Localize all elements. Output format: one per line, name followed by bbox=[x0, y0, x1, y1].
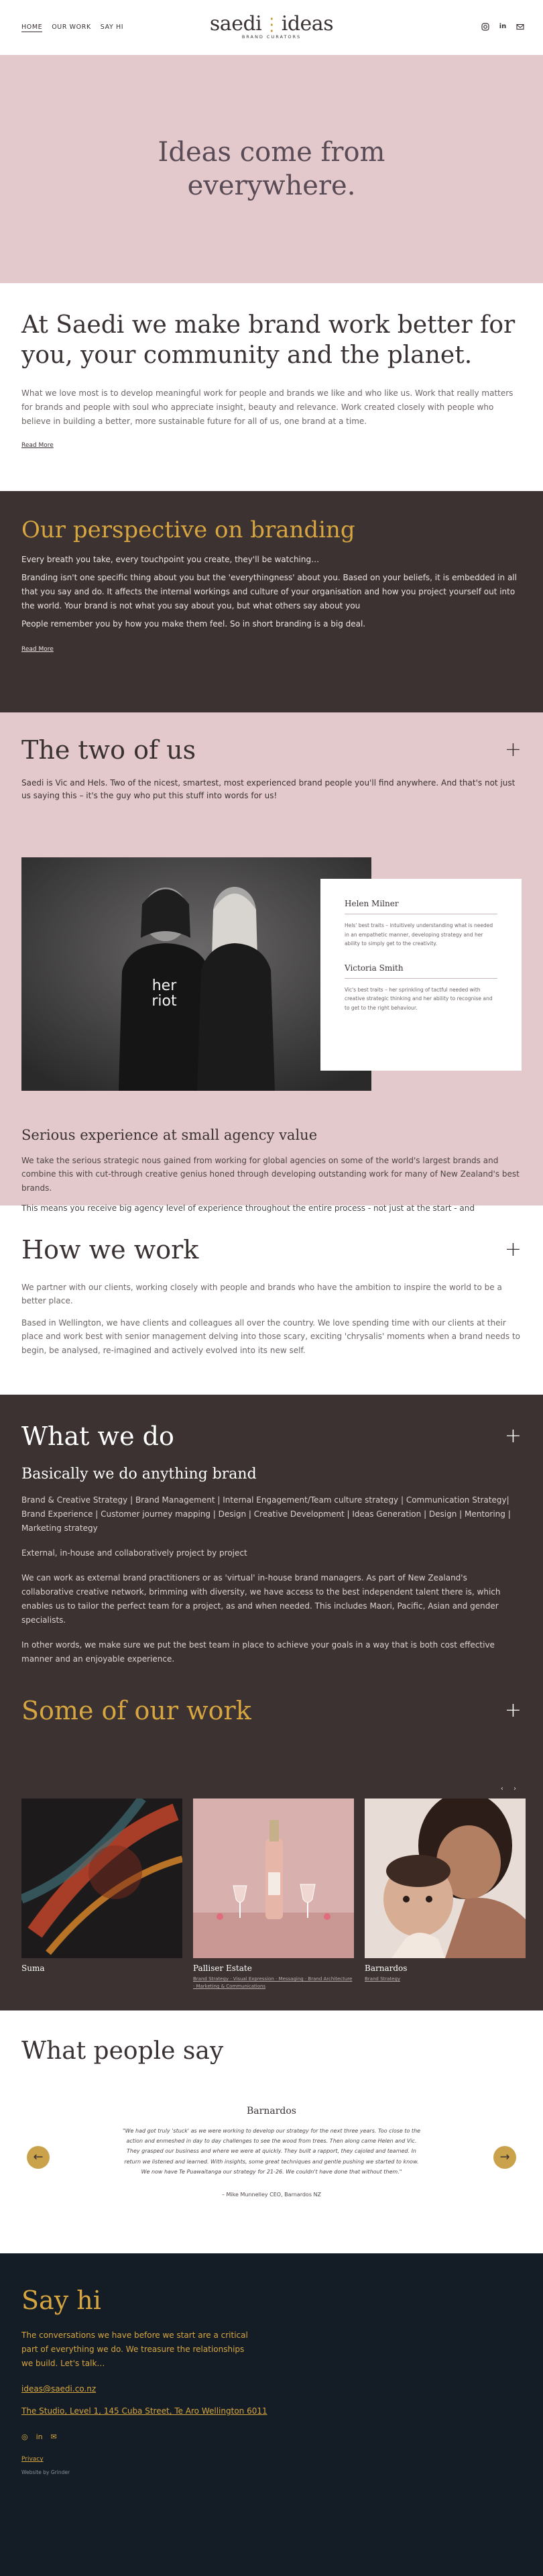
perspective-section bbox=[0, 491, 543, 712]
work-title: Suma bbox=[21, 1964, 45, 1973]
hero-title: Ideas come from everywhere. bbox=[158, 137, 385, 201]
email-icon[interactable]: ✉ bbox=[50, 2432, 57, 2442]
bio-name-helen: Helen Milner bbox=[345, 899, 399, 908]
work-image bbox=[21, 1799, 182, 1958]
collab-paragraph: We can work as external brand practitioners or as 'virtual' in-house brand managers. As part of New Zealand's collaborative creative network, brimming with diversity, we have access to the best independent talent there is, which enables us to tailor the perfect team for a project, as and when needed. This includes Maori, Pacific, Asian and gender specialists. bbox=[21, 1573, 501, 1625]
how-we-work-p1: We partner with our clients, working closely with people and brands who have the ambition to inspire the world to be a better place. bbox=[21, 1283, 502, 1306]
work-tile-suma[interactable] bbox=[21, 1799, 182, 1990]
bio-text-victoria: Vic's best traits – her sprinkling of tactful needed with creative strategic thinking and her ability to recognise and to get to the right behaviour. bbox=[345, 986, 493, 1011]
work-title: Barnardos bbox=[365, 1964, 408, 1973]
hero-section bbox=[0, 55, 543, 283]
logo-separator-icon: ⋮ bbox=[263, 15, 280, 35]
services-list: Brand & Creative Strategy | Brand Management | Internal Engagement/Team culture strategy | Communication Strategy| Brand Experience | Customer journey mapping | Design | Creative Development | Ideas Generation | Design | Mentoring | Marketing strategy bbox=[21, 1495, 511, 1533]
founders-bio-card bbox=[320, 879, 522, 1071]
perspective-summary: People remember you by how you make them feel. So in short branding is a big deal. bbox=[21, 619, 366, 629]
how-we-work-section bbox=[0, 1205, 543, 1395]
instagram-icon[interactable]: ◎ bbox=[21, 2432, 28, 2442]
two-of-us-section bbox=[0, 712, 543, 1214]
what-we-do-subheading: Basically we do anything brand bbox=[21, 1466, 257, 1483]
site-credit[interactable]: Website by Grinder bbox=[21, 2469, 70, 2476]
words-paragraph: In other words, we make sure we put the best team in place to achieve your goals in a way that is both cost effective manner and an enjoyable experience. bbox=[21, 1640, 495, 1664]
instagram-icon[interactable] bbox=[481, 23, 489, 31]
email-icon[interactable] bbox=[516, 23, 524, 31]
footer-body: The conversations we have before we start are a critical part of everything we do. We treasure the relationships we build. Let's talk… bbox=[21, 2330, 248, 2368]
bio-name-victoria: Victoria Smith bbox=[345, 963, 404, 973]
founders-photo bbox=[21, 857, 371, 1091]
privacy-link[interactable]: Privacy bbox=[21, 2456, 44, 2463]
two-of-us-lead: Saedi is Vic and Hels. Two of the nicest, smartest, most experienced brand people you'll find anywhere. And that's not just us saying this – it's the guy who put this stuff into words for us! bbox=[21, 778, 516, 801]
how-we-work-heading: How we work bbox=[21, 1235, 199, 1265]
linkedin-icon[interactable]: in bbox=[499, 23, 507, 30]
footer-social bbox=[21, 2432, 522, 2441]
site-footer bbox=[0, 2253, 543, 2576]
logo-right: ideas bbox=[281, 12, 334, 36]
testimonial-title: Barnardos bbox=[247, 2106, 296, 2116]
nav-our-work[interactable]: OUR WORK bbox=[52, 23, 91, 31]
work-image bbox=[193, 1799, 354, 1958]
work-carousel bbox=[21, 1799, 526, 1990]
experience-block bbox=[21, 1127, 522, 1216]
nav-home[interactable]: HOME bbox=[21, 23, 43, 31]
external-line: External, in-house and collaboratively project by project bbox=[21, 1548, 247, 1558]
work-image bbox=[365, 1799, 526, 1958]
footer-email-link[interactable]: ideas@saedi.co.nz bbox=[21, 2384, 97, 2394]
testimonial bbox=[121, 2106, 422, 2198]
work-heading: Some of our work bbox=[21, 1696, 251, 1725]
shirt-text: her riot bbox=[152, 977, 177, 1010]
carousel-arrows-icon[interactable]: ‹ › bbox=[500, 1785, 520, 1792]
intro-section bbox=[0, 283, 543, 491]
work-title: Palliser Estate bbox=[193, 1964, 252, 1973]
toggle-plus-icon[interactable]: + bbox=[504, 1699, 522, 1722]
next-arrow-icon[interactable]: → bbox=[493, 2146, 516, 2169]
perspective-heading: Our perspective on branding bbox=[21, 517, 355, 543]
footer-heading: Say hi bbox=[21, 2286, 101, 2315]
how-we-work-header[interactable] bbox=[21, 1235, 522, 1265]
site-logo[interactable] bbox=[210, 12, 333, 40]
what-we-do-section bbox=[0, 1395, 543, 2010]
perspective-read-more-link[interactable]: Read More bbox=[21, 646, 54, 653]
experience-body: We take the serious strategic nous gained from working for global agencies on some of the world's largest brands and combine this with cut-through creative genius honed through developing outstanding work for many of New Zealand's best brands. bbox=[21, 1156, 520, 1193]
nav-say-hi[interactable]: SAY HI bbox=[100, 23, 124, 31]
perspective-body: Branding isn't one specific thing about you but the 'everythingness' about you. Based on your beliefs, it is embedded in all that you say and do. It affects the internal workings and culture of your organisation and how you project yourself out into the world. Your brand is not what you say about you, but what others say about you bbox=[21, 573, 517, 610]
how-we-work-p2: Based in Wellington, we have clients and colleagues all over the country. We love spending time with our clients at their place and work best with senior management delving into those scary, exciting 'chrysalis' moments when a brand needs to begin, be analysed, re-imagined and actively evolved into its new self. bbox=[21, 1318, 520, 1355]
testimonials-heading: What people say bbox=[21, 2037, 224, 2065]
work-tags[interactable]: Brand Strategy bbox=[365, 1976, 401, 1982]
two-of-us-heading: The two of us bbox=[21, 735, 196, 765]
perspective-intro: Every breath you take, every touchpoint you create, they'll be watching… bbox=[21, 555, 320, 564]
intro-heading: At Saedi we make brand work better for you, your community and the planet. bbox=[21, 311, 516, 369]
logo-tagline: BRAND CURATORS bbox=[241, 34, 302, 40]
site-header bbox=[0, 0, 543, 55]
intro-read-more-link[interactable]: Read More bbox=[21, 442, 54, 449]
intro-body: What we love most is to develop meaningful work for people and brands we like and who like us. Work that really matters for brands and people with soul who appreciate insight, beauty and relevance. Work created closely with people who believe in building a better, more sustainable future for all of us, one brand at a time. bbox=[21, 388, 514, 426]
main-nav bbox=[21, 23, 123, 32]
work-tags[interactable]: Brand Strategy · Visual Expression · Messaging · Brand Architecture · Marketing & Communications bbox=[193, 1976, 353, 1990]
header-social bbox=[481, 23, 524, 31]
testimonial-quote: "We had got truly 'stuck' as we were working to develop our strategy for the next three years. Too close to the action and enmeshed in day to day challenges to see the wood from trees. Then along came Helen and Vic. They grasped our business and where we were at quickly. They built a rapport, they cajoled and teamed. In return we listened and learned. With insights, some great techniques and gentle pushing we started to know. We now have Te Puawaitanga our strategy for 21-26. We couldn't have done that without them." bbox=[122, 2128, 421, 2175]
footer-address-link[interactable]: The Studio, Level 1, 145 Cuba Street, Te Aro Wellington 6011 bbox=[21, 2406, 267, 2416]
what-we-do-heading: What we do bbox=[21, 1421, 174, 1451]
logo-left: saedi bbox=[209, 12, 262, 36]
testimonials-section bbox=[0, 2010, 543, 2253]
two-of-us-header[interactable] bbox=[21, 735, 522, 765]
work-tile-barnardos[interactable] bbox=[365, 1799, 526, 1990]
toggle-plus-icon[interactable]: + bbox=[504, 1238, 522, 1261]
linkedin-icon[interactable]: in bbox=[36, 2432, 43, 2442]
testimonial-author: – Mike Munnelley CEO, Barnardos NZ bbox=[222, 2191, 321, 2198]
toggle-plus-icon[interactable]: + bbox=[504, 738, 522, 761]
experience-heading: Serious experience at small agency value bbox=[21, 1127, 318, 1143]
divider bbox=[345, 978, 497, 979]
work-tile-palliser[interactable] bbox=[193, 1799, 354, 1990]
prev-arrow-icon[interactable]: ← bbox=[27, 2146, 50, 2169]
work-header[interactable] bbox=[21, 1696, 522, 1725]
bio-text-helen: Hels' best traits – intuitively understanding what is needed in an empathetic manner, developing strategy and her ability to simply get to the creativity. bbox=[345, 922, 493, 947]
toggle-plus-icon[interactable]: + bbox=[504, 1424, 522, 1448]
experience-body-2: This means you receive big agency level of experience throughout the entire process - not just at the start - and bbox=[21, 1203, 475, 1214]
what-we-do-header[interactable] bbox=[21, 1421, 522, 1451]
